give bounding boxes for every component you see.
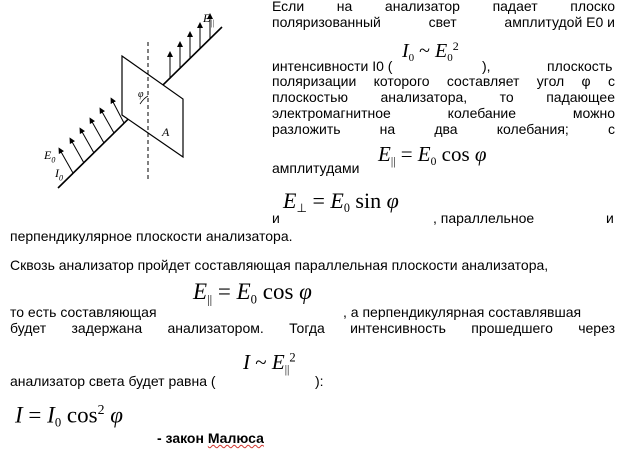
para1-line3-a: интенсивности I0 ( xyxy=(272,58,393,74)
para1-line10: перпендикулярное плоскости анализатора. xyxy=(10,228,293,244)
formula-e-parallel-2: $E_{||} = E_0$ cos φ xyxy=(193,279,312,307)
para2-line2-a: то есть составляющая xyxy=(10,304,157,320)
para2-line4-b: ): xyxy=(315,373,324,389)
formula-i0-e0: $I_0$ ~ $E_0^2$ xyxy=(402,39,459,65)
para1-line7: разложить на два колебания; с xyxy=(272,121,615,137)
label-e-parallel: $E_{||}$ xyxy=(203,11,215,28)
para1-line1: Если на анализатор падает плоско xyxy=(272,0,615,14)
analyzer-plate xyxy=(122,56,183,157)
para1-line9-a: и xyxy=(272,210,280,226)
para2-line2-b: , а перпендикулярная составлявшая xyxy=(343,304,582,320)
formula-i-e-parallel: I ~ $E_{||}^2$ xyxy=(243,350,296,377)
law-caption: - закон Малюса xyxy=(157,430,264,446)
law-name: Малюса xyxy=(207,430,264,446)
para1-line4: поляризации которого составляет угол φ с xyxy=(272,73,615,89)
label-phi: φ xyxy=(138,89,144,100)
para1-line3-b: ), xyxy=(482,58,491,74)
para1-line9-c: и xyxy=(606,210,614,226)
para1-line2: поляризованный свет амплитудой E0 и xyxy=(272,14,615,30)
para1-line8: амплитудами xyxy=(272,160,360,176)
para1-line3-c: плоскость xyxy=(547,58,613,74)
incident-vectors xyxy=(60,100,124,173)
para2-line4-a: анализатор света будет равна ( xyxy=(10,373,216,389)
analyzer-diagram xyxy=(0,0,270,205)
label-a: A xyxy=(162,125,170,139)
label-i0: $I_0$ xyxy=(55,166,63,183)
polarization-figure xyxy=(0,0,270,205)
para2-line3: будет задержана анализатором. Тогда интенсивность прошедшего через xyxy=(10,320,615,336)
para1-line5: плоскостью анализатора, то падающее xyxy=(272,89,615,105)
formula-e-parallel-1: $E_{||} = E_0$ cos φ xyxy=(378,142,487,169)
para1-line9-b: , параллельное xyxy=(433,210,535,226)
para1-line6: электромагнитное колебание можно xyxy=(272,105,615,121)
formula-malus: $I = I_0$ $\cos^2 \varphi$ xyxy=(15,402,123,430)
label-e0: $E_0$ xyxy=(44,148,56,165)
formula-e-perp: $E_\perp = E_0$ sin φ xyxy=(283,188,399,216)
para2-line1: Сквозь анализатор пройдет составляющая параллельная плоскости анализатора, xyxy=(10,257,549,273)
